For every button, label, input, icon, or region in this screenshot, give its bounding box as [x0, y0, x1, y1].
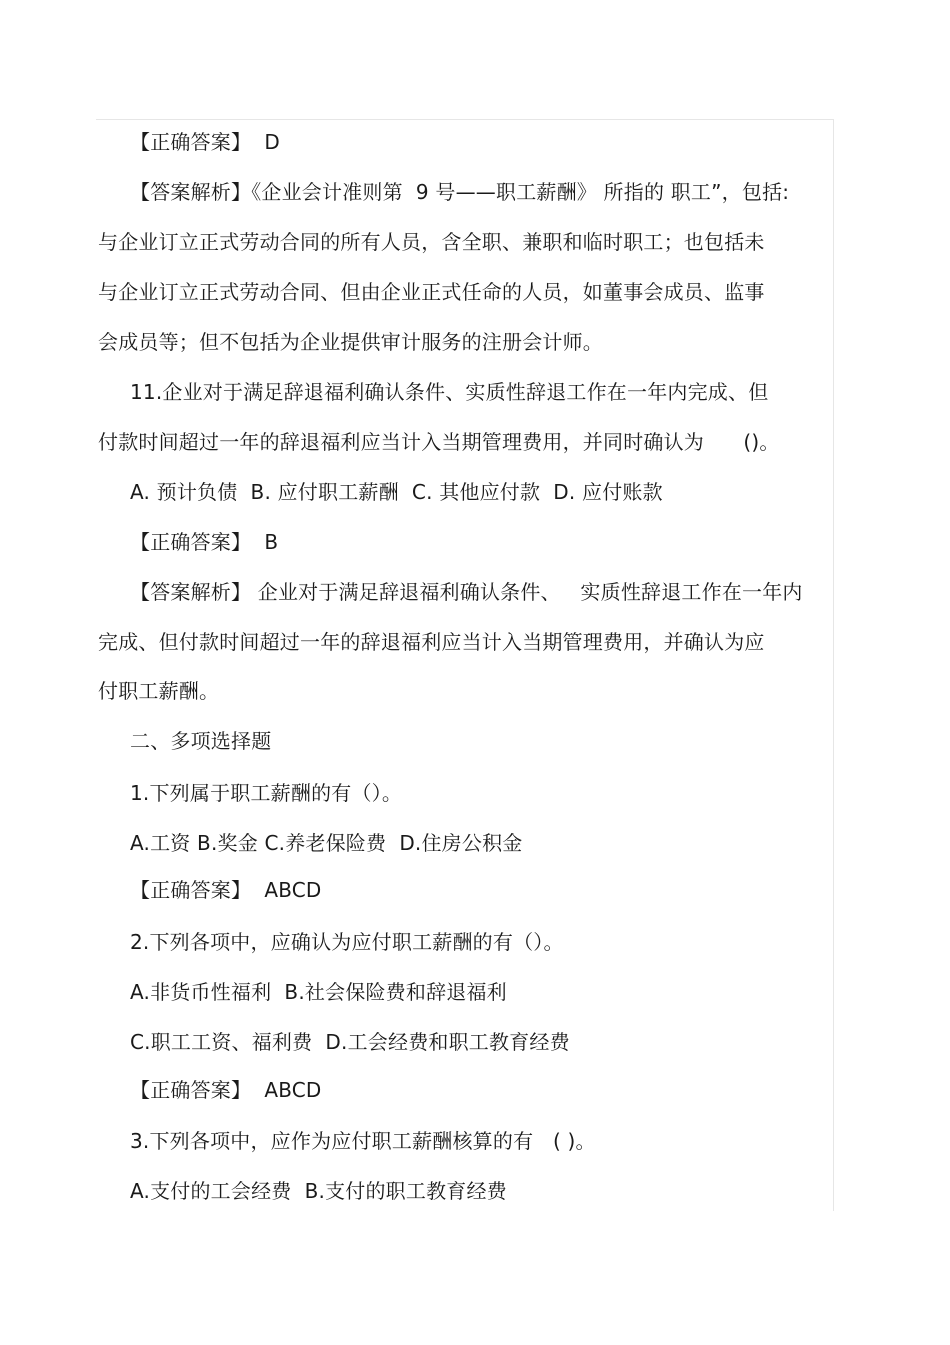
explanation-text: 【答案解析】 企业对于满足辞退福利确认条件、 实质性辞退工作在一年内 [130, 580, 803, 604]
question-text: 付款时间超过一年的辞退福利应当计入当期管理费用，并同时确认为 ()。 [98, 430, 780, 454]
explanation-text: 会成员等；但不包括为企业提供审计服务的注册会计师。 [98, 330, 603, 354]
question-options: C.职工工资、福利费 D.工会经费和职工教育经费 [130, 1030, 570, 1054]
page-frame-right [833, 119, 834, 1211]
question-text: 3.下列各项中，应作为应付职工薪酬核算的有 ( )。 [130, 1129, 596, 1153]
question-text: 2.下列各项中，应确认为应付职工薪酬的有（）。 [130, 930, 564, 954]
question-options: A.非货币性福利 B.社会保险费和辞退福利 [130, 980, 507, 1004]
explanation-text: 与企业订立正式劳动合同、但由企业正式任命的人员，如董事会成员、监事 [98, 280, 765, 304]
question-options: A.工资 B.奖金 C.养老保险费 D.住房公积金 [130, 831, 523, 855]
answer-label: 【正确答案】 B [130, 530, 279, 554]
explanation-text: 付职工薪酬。 [98, 679, 220, 703]
explanation-text: 【答案解析】《企业会计准则第 9 号——职工薪酬》 所指的 职工”，包括: [130, 180, 790, 204]
question-options: A. 预计负债 B. 应付职工薪酬 C. 其他应付款 D. 应付账款 [130, 480, 663, 504]
page-frame-top [96, 119, 834, 120]
answer-label: 【正确答案】 ABCD [130, 878, 322, 902]
explanation-text: 完成、但付款时间超过一年的辞退福利应当计入当期管理费用，并确认为应 [98, 630, 765, 654]
explanation-text: 与企业订立正式劳动合同的所有人员，含全职、兼职和临时职工；也包括未 [98, 230, 765, 254]
section-heading: 二、多项选择题 [130, 729, 272, 753]
question-options: A.支付的工会经费 B.支付的职工教育经费 [130, 1179, 507, 1203]
question-text: 1.下列属于职工薪酬的有（）。 [130, 781, 403, 805]
question-text: 11.企业对于满足辞退福利确认条件、实质性辞退工作在一年内完成、但 [130, 380, 769, 404]
answer-label: 【正确答案】 D [130, 130, 280, 154]
answer-label: 【正确答案】 ABCD [130, 1078, 322, 1102]
